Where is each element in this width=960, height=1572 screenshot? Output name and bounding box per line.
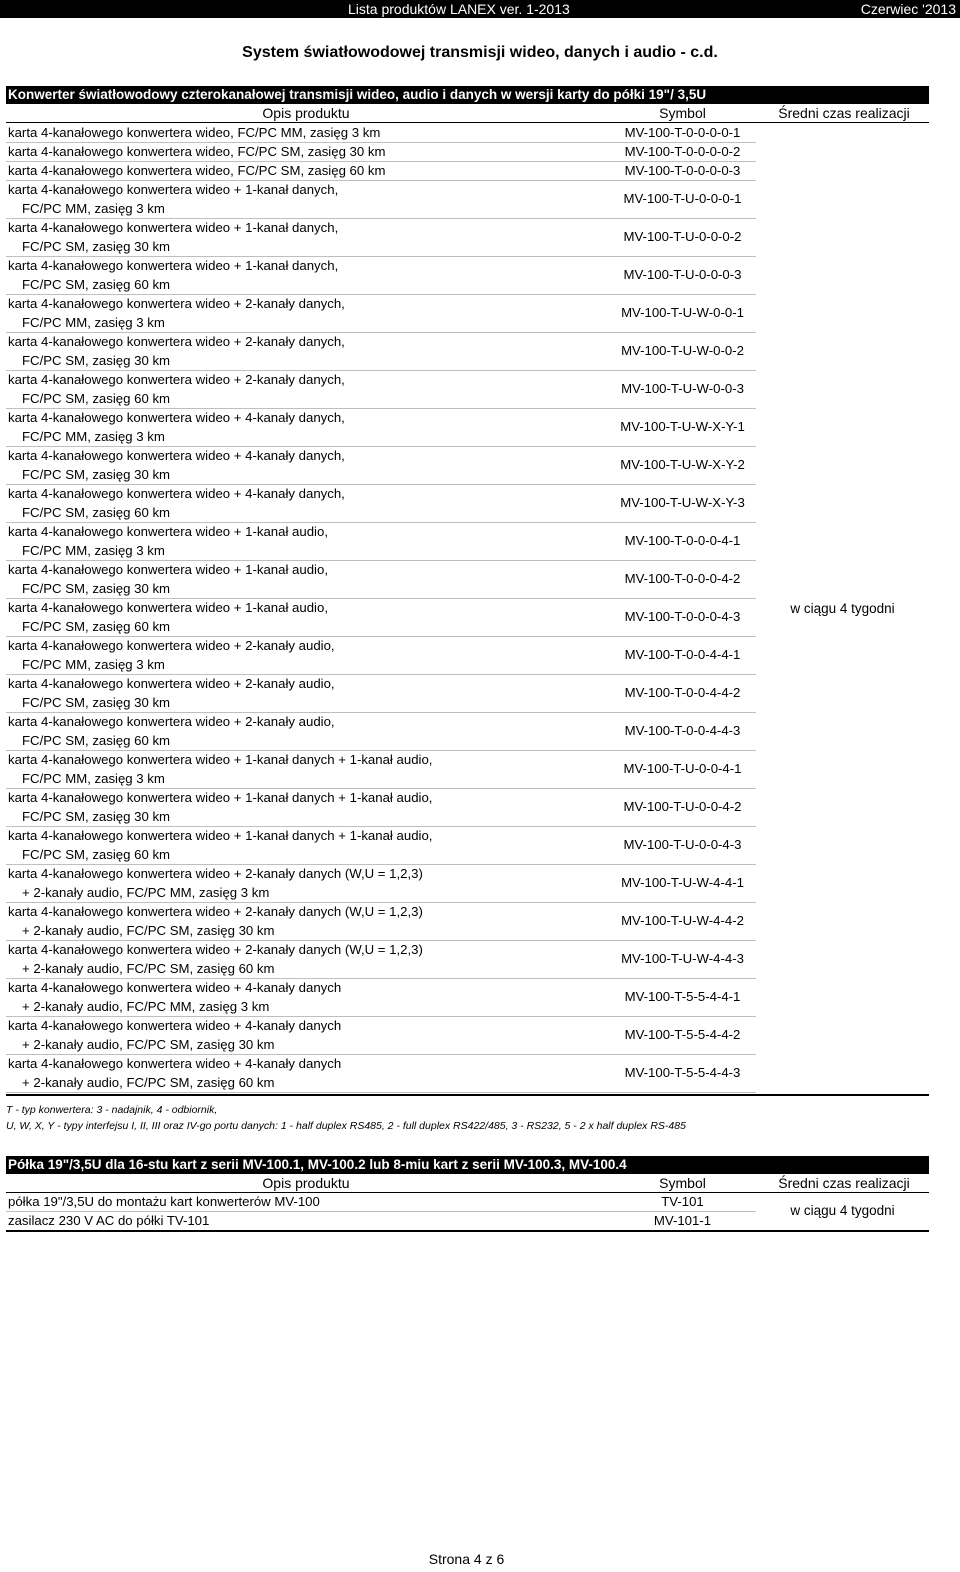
row-description: karta 4-kanałowego konwertera wideo + 1-kanał audio,	[8, 600, 328, 615]
table-row	[6, 333, 756, 371]
row-description-continued: FC/PC SM, zasięg 30 km	[22, 467, 171, 482]
table-row	[6, 1017, 756, 1055]
row-description: karta 4-kanałowego konwertera wideo + 1-kanał danych,	[8, 182, 339, 197]
row-description-continued: FC/PC MM, zasięg 3 km	[22, 201, 165, 216]
row-description-continued: + 2-kanały audio, FC/PC MM, zasięg 3 km	[22, 885, 270, 900]
row-description-continued: FC/PC SM, zasięg 60 km	[22, 391, 171, 406]
page-header-bar	[0, 0, 960, 18]
row-description: karta 4-kanałowego konwertera wideo + 4-kanały danych,	[8, 486, 345, 501]
section1-header	[6, 104, 929, 123]
row-symbol: MV-101-1	[653, 1213, 712, 1228]
row-description-continued: FC/PC MM, zasięg 3 km	[22, 429, 165, 444]
row-description-continued: + 2-kanały audio, FC/PC SM, zasięg 30 km	[22, 923, 275, 938]
row-description: karta 4-kanałowego konwertera wideo + 4-kanały danych,	[8, 448, 345, 463]
table-row	[6, 979, 756, 1017]
row-description: karta 4-kanałowego konwertera wideo + 2-kanały danych (W,U = 1,2,3)	[8, 904, 423, 919]
table-row	[6, 219, 756, 257]
row-symbol: MV-100-T-U-0-0-0-2	[623, 229, 742, 244]
table-row	[6, 143, 756, 162]
row-description: karta 4-kanałowego konwertera wideo, FC/PC MM, zasięg 3 km	[8, 125, 381, 140]
section1-band: Konwerter światłowodowy czterokanałowej transmisji wideo, audio i danych w wersji karty do półki 19"/ 3,5U	[6, 86, 929, 104]
table-row	[6, 827, 756, 865]
row-description-continued: FC/PC SM, zasięg 60 km	[22, 847, 171, 862]
table-row	[6, 1193, 756, 1212]
table-row	[6, 162, 756, 181]
row-symbol: MV-100-T-U-W-X-Y-1	[620, 419, 745, 434]
row-description-continued: FC/PC SM, zasięg 60 km	[22, 277, 171, 292]
row-symbol: MV-100-T-U-W-4-4-3	[621, 951, 744, 966]
header-left-text: Lista produktów LANEX ver. 1-2013	[348, 1, 570, 17]
row-description-continued: FC/PC SM, zasięg 60 km	[22, 619, 171, 634]
row-description: karta 4-kanałowego konwertera wideo + 4-kanały danych	[8, 1056, 342, 1071]
table-row	[6, 561, 756, 599]
table-row	[6, 124, 756, 143]
table-row	[6, 903, 756, 941]
row-description-continued: FC/PC MM, zasięg 3 km	[22, 771, 165, 786]
row-description: karta 4-kanałowego konwertera wideo + 2-kanały danych (W,U = 1,2,3)	[8, 942, 423, 957]
row-symbol: MV-100-T-0-0-0-4-3	[624, 609, 741, 624]
row-symbol: MV-100-T-5-5-4-4-2	[624, 1027, 741, 1042]
row-description: karta 4-kanałowego konwertera wideo + 2-kanały audio,	[8, 676, 335, 691]
row-symbol: MV-100-T-0-0-0-4-2	[624, 571, 741, 586]
row-description-continued: FC/PC MM, zasięg 3 km	[22, 543, 165, 558]
row-symbol: MV-100-T-U-0-0-0-3	[623, 267, 742, 282]
row-description-continued: FC/PC SM, zasięg 30 km	[22, 581, 171, 596]
row-description: karta 4-kanałowego konwertera wideo + 2-kanały danych (W,U = 1,2,3)	[8, 866, 423, 881]
row-symbol: MV-100-T-5-5-4-4-3	[624, 1065, 741, 1080]
header-lead-time: Średni czas realizacji	[778, 1175, 910, 1191]
section2-bottom-rule	[6, 1230, 929, 1232]
table-row	[6, 371, 756, 409]
row-description: zasilacz 230 V AC do półki TV-101	[8, 1213, 210, 1228]
row-symbol: MV-100-T-0-0-0-0-1	[624, 125, 741, 140]
row-description-continued: FC/PC MM, zasięg 3 km	[22, 657, 165, 672]
table-row	[6, 675, 756, 713]
row-description-continued: FC/PC SM, zasięg 60 km	[22, 505, 171, 520]
row-description: karta 4-kanałowego konwertera wideo + 2-kanały danych,	[8, 334, 345, 349]
row-description-continued: FC/PC SM, zasięg 30 km	[22, 695, 171, 710]
row-description: karta 4-kanałowego konwertera wideo + 1-kanał danych + 1-kanał audio,	[8, 752, 433, 767]
row-symbol: MV-100-T-5-5-4-4-1	[624, 989, 741, 1004]
table-row	[6, 295, 756, 333]
row-description: karta 4-kanałowego konwertera wideo, FC/PC SM, zasięg 60 km	[8, 163, 386, 178]
table-row	[6, 485, 756, 523]
row-description: karta 4-kanałowego konwertera wideo + 4-kanały danych	[8, 980, 342, 995]
section2-band: Półka 19"/3,5U dla 16-stu kart z serii MV-100.1, MV-100.2 lub 8-miu kart z serii MV-100.3, MV-100.4	[6, 1156, 929, 1174]
row-description: karta 4-kanałowego konwertera wideo + 2-kanały danych,	[8, 372, 345, 387]
row-symbol: MV-100-T-0-0-4-4-1	[624, 647, 741, 662]
row-symbol: MV-100-T-U-W-X-Y-3	[620, 495, 745, 510]
row-description: półka 19"/3,5U do montażu kart konwerterów MV-100	[8, 1194, 320, 1209]
table-row	[6, 1212, 756, 1231]
table-row	[6, 447, 756, 485]
row-description: karta 4-kanałowego konwertera wideo + 2-kanały audio,	[8, 638, 335, 653]
row-symbol: MV-100-T-U-W-0-0-1	[621, 305, 744, 320]
row-symbol: MV-100-T-U-0-0-4-2	[623, 799, 742, 814]
note-interface-types: U, W, X, Y - typy interfejsu I, II, III oraz IV-go portu danych: 1 - half duplex RS485, 2 - full duplex RS422/485, 3 - RS232, 5 - 2 x half duplex RS-485	[6, 1120, 686, 1132]
page-footer: Strona 4 z 6	[428, 1551, 505, 1567]
row-description: karta 4-kanałowego konwertera wideo + 1-kanał danych,	[8, 258, 339, 273]
table-row	[6, 789, 756, 827]
row-description: karta 4-kanałowego konwertera wideo + 4-kanały danych,	[8, 410, 345, 425]
header-lead-time: Średni czas realizacji	[778, 105, 910, 121]
row-description: karta 4-kanałowego konwertera wideo + 2-kanały danych,	[8, 296, 345, 311]
note-converter-type: T - typ konwertera: 3 - nadajnik, 4 - odbiornik,	[6, 1104, 218, 1116]
row-symbol: MV-100-T-U-W-0-0-2	[621, 343, 744, 358]
section2-lead-time: w ciągu 4 tygodni	[790, 1203, 895, 1218]
header-symbol: Symbol	[659, 1175, 706, 1191]
row-symbol: MV-100-T-0-0-0-0-2	[624, 144, 741, 159]
row-description: karta 4-kanałowego konwertera wideo + 1-kanał audio,	[8, 562, 328, 577]
header-description: Opis produktu	[262, 105, 350, 121]
row-symbol: MV-100-T-U-0-0-4-3	[623, 837, 742, 852]
header-description: Opis produktu	[262, 1175, 350, 1191]
header-symbol: Symbol	[659, 105, 706, 121]
row-description-continued: + 2-kanały audio, FC/PC MM, zasięg 3 km	[22, 999, 270, 1014]
row-symbol: TV-101	[661, 1194, 704, 1209]
row-description-continued: + 2-kanały audio, FC/PC SM, zasięg 30 km	[22, 1037, 275, 1052]
table-row	[6, 523, 756, 561]
row-symbol: MV-100-T-U-W-0-0-3	[621, 381, 744, 396]
section1-bottom-rule	[6, 1094, 929, 1096]
row-description: karta 4-kanałowego konwertera wideo + 1-kanał audio,	[8, 524, 328, 539]
row-symbol: MV-100-T-U-W-4-4-2	[621, 913, 744, 928]
row-symbol: MV-100-T-U-0-0-0-1	[623, 191, 742, 206]
table-row	[6, 637, 756, 675]
row-description-continued: FC/PC SM, zasięg 30 km	[22, 353, 171, 368]
table-row	[6, 865, 756, 903]
table-row	[6, 599, 756, 637]
row-description-continued: FC/PC SM, zasięg 30 km	[22, 239, 171, 254]
table-row	[6, 713, 756, 751]
table-row	[6, 257, 756, 295]
row-description-continued: FC/PC SM, zasięg 60 km	[22, 733, 171, 748]
row-symbol: MV-100-T-U-W-X-Y-2	[620, 457, 745, 472]
row-symbol: MV-100-T-0-0-4-4-3	[624, 723, 741, 738]
table-row	[6, 409, 756, 447]
row-description: karta 4-kanałowego konwertera wideo + 4-kanały danych	[8, 1018, 342, 1033]
section1-lead-time: w ciągu 4 tygodni	[790, 601, 895, 616]
table-row	[6, 1055, 756, 1093]
row-description: karta 4-kanałowego konwertera wideo + 1-kanał danych + 1-kanał audio,	[8, 790, 433, 805]
row-symbol: MV-100-T-U-0-0-4-1	[623, 761, 742, 776]
row-description: karta 4-kanałowego konwertera wideo + 1-kanał danych,	[8, 220, 339, 235]
row-description-continued: + 2-kanały audio, FC/PC SM, zasięg 60 km	[22, 1075, 275, 1090]
row-description-continued: FC/PC SM, zasięg 30 km	[22, 809, 171, 824]
row-description: karta 4-kanałowego konwertera wideo + 2-kanały audio,	[8, 714, 335, 729]
row-description-continued: FC/PC MM, zasięg 3 km	[22, 315, 165, 330]
row-symbol: MV-100-T-0-0-0-0-3	[624, 163, 741, 178]
table-row	[6, 181, 756, 219]
header-right-text: Czerwiec '2013	[860, 1, 956, 17]
row-symbol: MV-100-T-0-0-4-4-2	[624, 685, 741, 700]
row-symbol: MV-100-T-0-0-0-4-1	[624, 533, 741, 548]
row-description-continued: + 2-kanały audio, FC/PC SM, zasięg 60 km	[22, 961, 275, 976]
page-title: System światłowodowej transmisji wideo, danych i audio - c.d.	[242, 44, 718, 61]
section2-header	[6, 1174, 929, 1193]
row-description: karta 4-kanałowego konwertera wideo + 1-kanał danych + 1-kanał audio,	[8, 828, 433, 843]
table-row	[6, 941, 756, 979]
row-symbol: MV-100-T-U-W-4-4-1	[621, 875, 744, 890]
table-row	[6, 751, 756, 789]
row-description: karta 4-kanałowego konwertera wideo, FC/PC SM, zasięg 30 km	[8, 144, 386, 159]
